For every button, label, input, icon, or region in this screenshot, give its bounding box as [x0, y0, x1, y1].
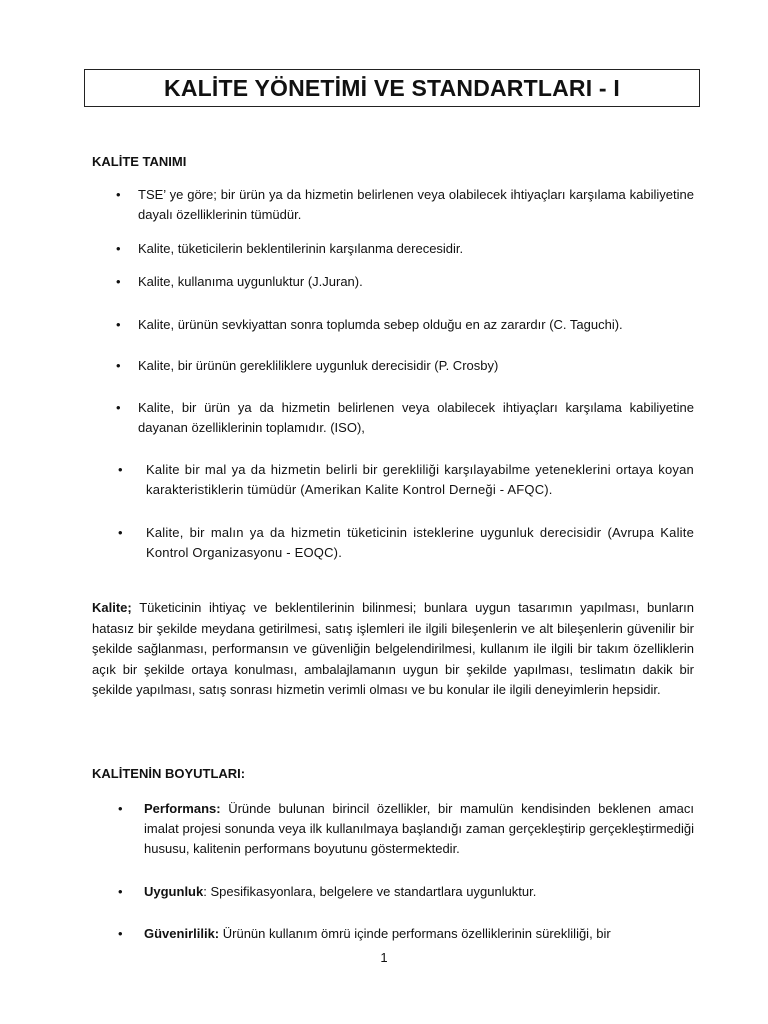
list-item	[116, 398, 694, 438]
list-item-description: Ürünün kullanım ömrü içinde performans özelliklerinin sürekliliği, bir	[219, 926, 611, 941]
bullet-icon: •	[118, 462, 123, 477]
bullet-icon: •	[116, 274, 121, 289]
list-item	[118, 882, 694, 902]
list-item	[118, 460, 694, 500]
list-item-text	[144, 799, 694, 859]
bullet-icon: •	[118, 926, 123, 941]
list-item-text: Kalite, tüketicilerin beklentilerinin karşılanma derecesidir.	[138, 241, 464, 256]
list-item-text: Kalite bir mal ya da hizmetin belirli bir gerekliliği karşılayabilme yeteneklerini ortaya koyan karakteristiklerin tümüdür (Amerikan Kalite Kontrol Derneği - AFQC).	[146, 462, 694, 497]
list-item-description: Üründe bulunan birincil özellikler, bir mamulün kendisinden beklenen amacı imalat projesi sonunda veya ilk kullanılmaya başlandığı zaman gerçekleştirip gerçekleştirmediği hususu, kalitenin performans boyutunu göstermektedir.	[144, 801, 694, 856]
list-item-term: Güvenirlilik:	[144, 926, 220, 941]
bullet-icon: •	[118, 801, 123, 816]
section-heading-kalite-tanimi: KALİTE TANIMI	[92, 154, 187, 169]
bullet-icon: •	[118, 884, 123, 899]
list-item-term: Uygunluk	[144, 884, 204, 899]
list-item-text: TSE’ ye göre; bir ürün ya da hizmetin belirlenen veya olabilecek ihtiyaçları karşılama kabiliyetine dayalı özelliklerinin tümüdür.	[138, 187, 694, 222]
section-heading-kalitenin-boyutlari: KALİTENİN BOYUTLARI:	[92, 766, 246, 781]
list-item	[116, 356, 694, 376]
list-item-text: Kalite, ürünün sevkiyattan sonra toplumda sebep olduğu en az zarardır (C. Taguchi).	[138, 317, 623, 332]
list-item-text: Kalite, bir ürünün gerekliliklere uygunluk derecisidir (P. Crosby)	[138, 358, 499, 373]
list-item-text	[144, 882, 694, 902]
paragraph-lead: Kalite;	[92, 600, 132, 615]
bullet-icon: •	[118, 525, 123, 540]
list-item-text: Kalite, bir ürün ya da hizmetin belirlenen veya olabilecek ihtiyaçları karşılama kabiliyetine dayanan özelliklerinin toplamıdır. (ISO),	[138, 400, 694, 435]
list-item	[116, 239, 694, 259]
list-item	[116, 315, 694, 335]
bullet-icon: •	[116, 187, 121, 202]
list-item	[118, 799, 694, 859]
paragraph-text: Tüketicinin ihtiyaç ve beklentilerinin bilinmesi; bunlara uygun tasarımın yapılması, bunların hatasız bir şekilde meydana getirilmesi, satış işlemleri ile ilgili bileşenlerin ve alt bileşenlerin güvenilir bir şekilde sağlanması, performansın ve güvenliğin belgelendirilmesi, kullanım ile ilgili bir takım özelliklerin açık bir şekilde ortaya konulması, ambalajlamanın uygun bir şekilde yapılması, teslimatın dakik bir şekilde yapılması, satış sonrası hizmetin verimli olması ve bu konular ile ilgili deneyimlerin hepsidir.	[92, 600, 694, 697]
bullet-icon: •	[116, 358, 121, 373]
list-item-text: Kalite, kullanıma uygunluktur (J.Juran).	[138, 274, 363, 289]
list-item	[118, 924, 694, 944]
list-item	[118, 523, 694, 563]
list-item	[116, 272, 694, 292]
bullet-icon: •	[116, 241, 121, 256]
definition-paragraph	[92, 598, 694, 701]
page-title: KALİTE YÖNETİMİ VE STANDARTLARI - I	[164, 74, 620, 101]
title-box	[84, 69, 700, 107]
list-item-term: Performans:	[144, 801, 221, 816]
bullet-icon: •	[116, 317, 121, 332]
list-item-text: Kalite, bir malın ya da hizmetin tüketicinin isteklerine uygunluk derecisidir (Avrupa Kalite Kontrol Organizasyonu - EOQC).	[146, 525, 694, 560]
list-item-description: : Spesifikasyonlara, belgelere ve standartlara uygunluktur.	[203, 884, 537, 899]
bullet-icon: •	[116, 400, 121, 415]
list-item-text	[144, 924, 694, 944]
list-item	[116, 185, 694, 225]
page-number: 1	[380, 950, 388, 965]
